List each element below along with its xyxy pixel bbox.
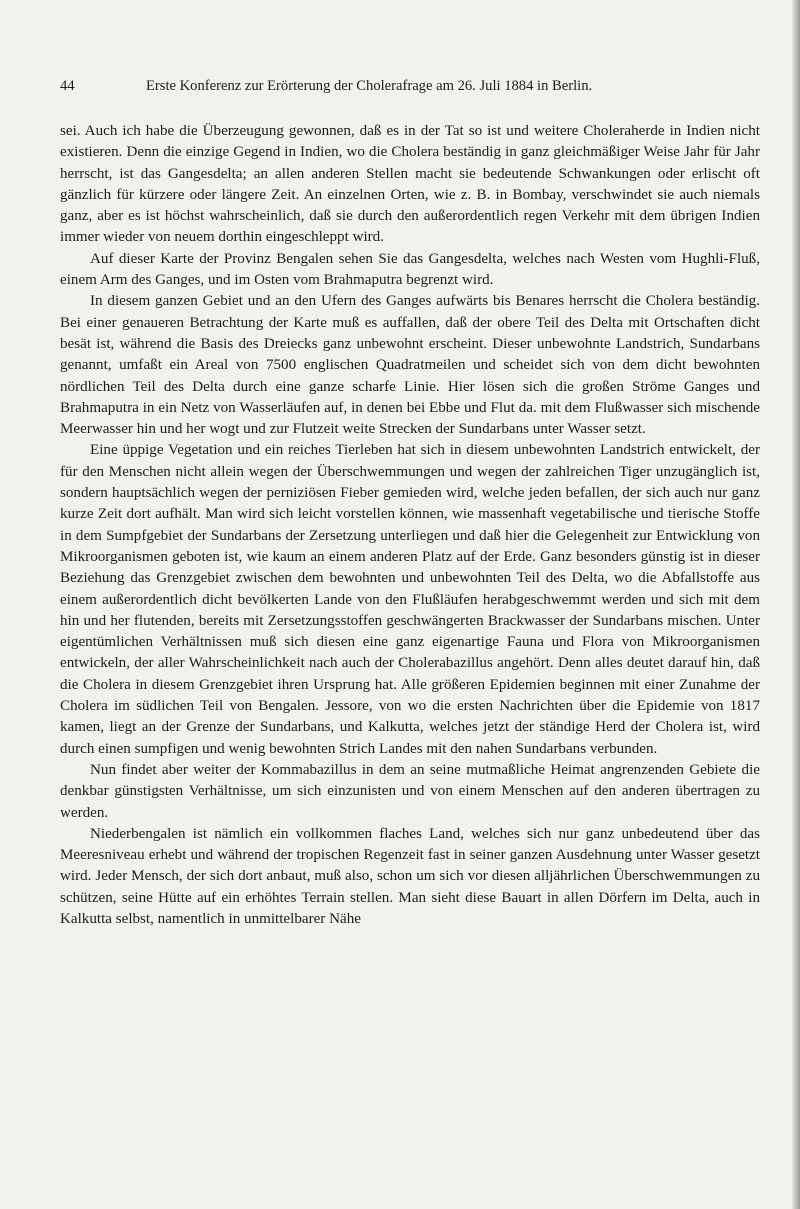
paragraph-kommabazillus: Nun findet aber weiter der Kommabazillus in dem an seine mutmaßliche Heimat angrenzenden Gebiete die denkbar günstigsten Verhältnisse, um sich einzunisten und von einem Menschen auf den anderen übertragen zu werden. bbox=[60, 761, 760, 821]
paragraph-niederbengalen: Niederbengalen ist nämlich ein vollkommen flaches Land, welches sich nur ganz unbedeutend über das Meeresniveau erhebt und während der tropischen Regenzeit fast in seiner ganzen Ausdehnung unter Wasser gesetzt wird. Jeder Mensch, der sich dort anbaut, muß also, schon um sich vor diesen alljährlichen Überschwemmungen zu schützen, seine Hütte auf ein erhöhtes Terrain stellen. Man sieht diese Bauart in allen Dörfern im Delta, auch in Kalkutta selbst, namentlich in unmittelbarer Nähe bbox=[60, 825, 760, 927]
paragraph-vegetation: Eine üppige Vegetation und ein reiches Tierleben hat sich in diesem unbewohnten Landstrich entwickelt, der für den Menschen nicht allein wegen der Überschwemmungen und wegen der zahlreichen Tiger unzugänglich ist, sondern hauptsächlich wegen der perniziösen Fieber gemieden wird, welche jeden befallen, der sich auch nur ganz kurze Zeit dort aufhält. Man wird sich leicht vorstellen können, wie massenhaft vegetabilische und tierische Stoffe in dem Sumpfgebiet der Sundarbans der Zersetzung unterliegen und daß hier die Gelegenheit zur Entwicklung von Mikroorganismen geboten ist, wie kaum an einem anderen Platz auf der Erde. Ganz besonders günstig ist in dieser Beziehung das Grenzgebiet zwischen dem bewohnten und unbewohnten Teil des Delta, wo die Abfallstoffe aus einem außerordentlich dicht bevölkerten Lande von den Flußläufen herabgeschwemmt werden und sich mit dem hin und her flutenden, bereits mit Zersetzungsstoffen geschwängerten Brackwasser der Sundarbans mischen. Unter eigentümlichen Verhältnissen muß sich diesen eine ganz eigenartige Fauna und Flora von Mikroorganismen entwickeln, der aller Wahrscheinlichkeit nach auch der Cholerabazillus angehört. Denn alles deutet darauf hin, daß die Cholera in diesem Grenzgebiet ihren Ursprung hat. Alle größeren Epidemien beginnen mit einer Zunahme der Cholera im südlichen Teil von Bengalen. Jessore, von wo die ersten Nachrichten über die Epidemie von 1817 kamen, liegt an der Grenze der Sundarbans, und Kalkutta, welches jetzt der ständige Herd der Cholera ist, wird durch einen sumpfigen und wenig bewohnten Strich Landes mit den nahen Sundarbans verbunden. bbox=[60, 442, 760, 757]
paragraph-continuation: sei. Auch ich habe die Überzeugung gewonnen, daß es in der Tat so ist und weitere Choleraherde in Indien nicht existieren. Denn die einzige Gegend in Indien, wo die Cholera beständig in ganz gleichmäßiger Weise Jahr für Jahr herrscht, ist das Gangesdelta; an allen anderen Stellen macht sie bedeutende Schwankungen oder erlischt oft gänzlich für kürzere oder längere Zeit. An einzelnen Orten, wie z. B. in Bombay, verschwindet sie auch niemals ganz, aber es ist höchst wahrscheinlich, daß sie durch den außerordentlich regen Verkehr mit dem übrigen Indien immer wieder von neuem dorthin eingeschleppt wird. bbox=[60, 123, 760, 246]
body-text bbox=[60, 121, 760, 930]
paragraph-map-bengal: Auf dieser Karte der Provinz Bengalen sehen Sie das Gangesdelta, welches nach Westen vom Hughli-Fluß, einem Arm des Ganges, und im Osten vom Brahmaputra begrenzt wird. bbox=[60, 250, 760, 289]
running-title: Erste Konferenz zur Erörterung der Cholerafrage am 26. Juli 1884 in Berlin. bbox=[146, 78, 593, 94]
page-edge-shadow bbox=[792, 0, 800, 1209]
page-header bbox=[60, 76, 760, 96]
page-number: 44 bbox=[60, 78, 75, 94]
paragraph-ganges-delta: In diesem ganzen Gebiet und an den Ufern des Ganges aufwärts bis Benares herrscht die Cholera beständig. Bei einer genaueren Betrachtung der Karte muß es auffallen, daß der obere Teil des Delta mit Ortschaften dicht besät ist, während die Basis des Dreiecks ganz unbewohnt erscheint. Dieser unbewohnte Landstrich, Sundarbans genannt, umfaßt ein Areal von 7500 englischen Quadratmeilen und scheidet sich von dem dicht bewohnten nördlichen Teil des Delta durch eine ganze scharfe Linie. Hier lösen sich die großen Ströme Ganges und Brahmaputra in ein Netz von Wasserläufen auf, in denen bei Ebbe und Flut da. mit dem Flußwasser sich mischende Meerwasser hin und her wogt und zur Flutzeit weite Strecken der Sundarbans unter Wasser setzt. bbox=[60, 293, 760, 438]
